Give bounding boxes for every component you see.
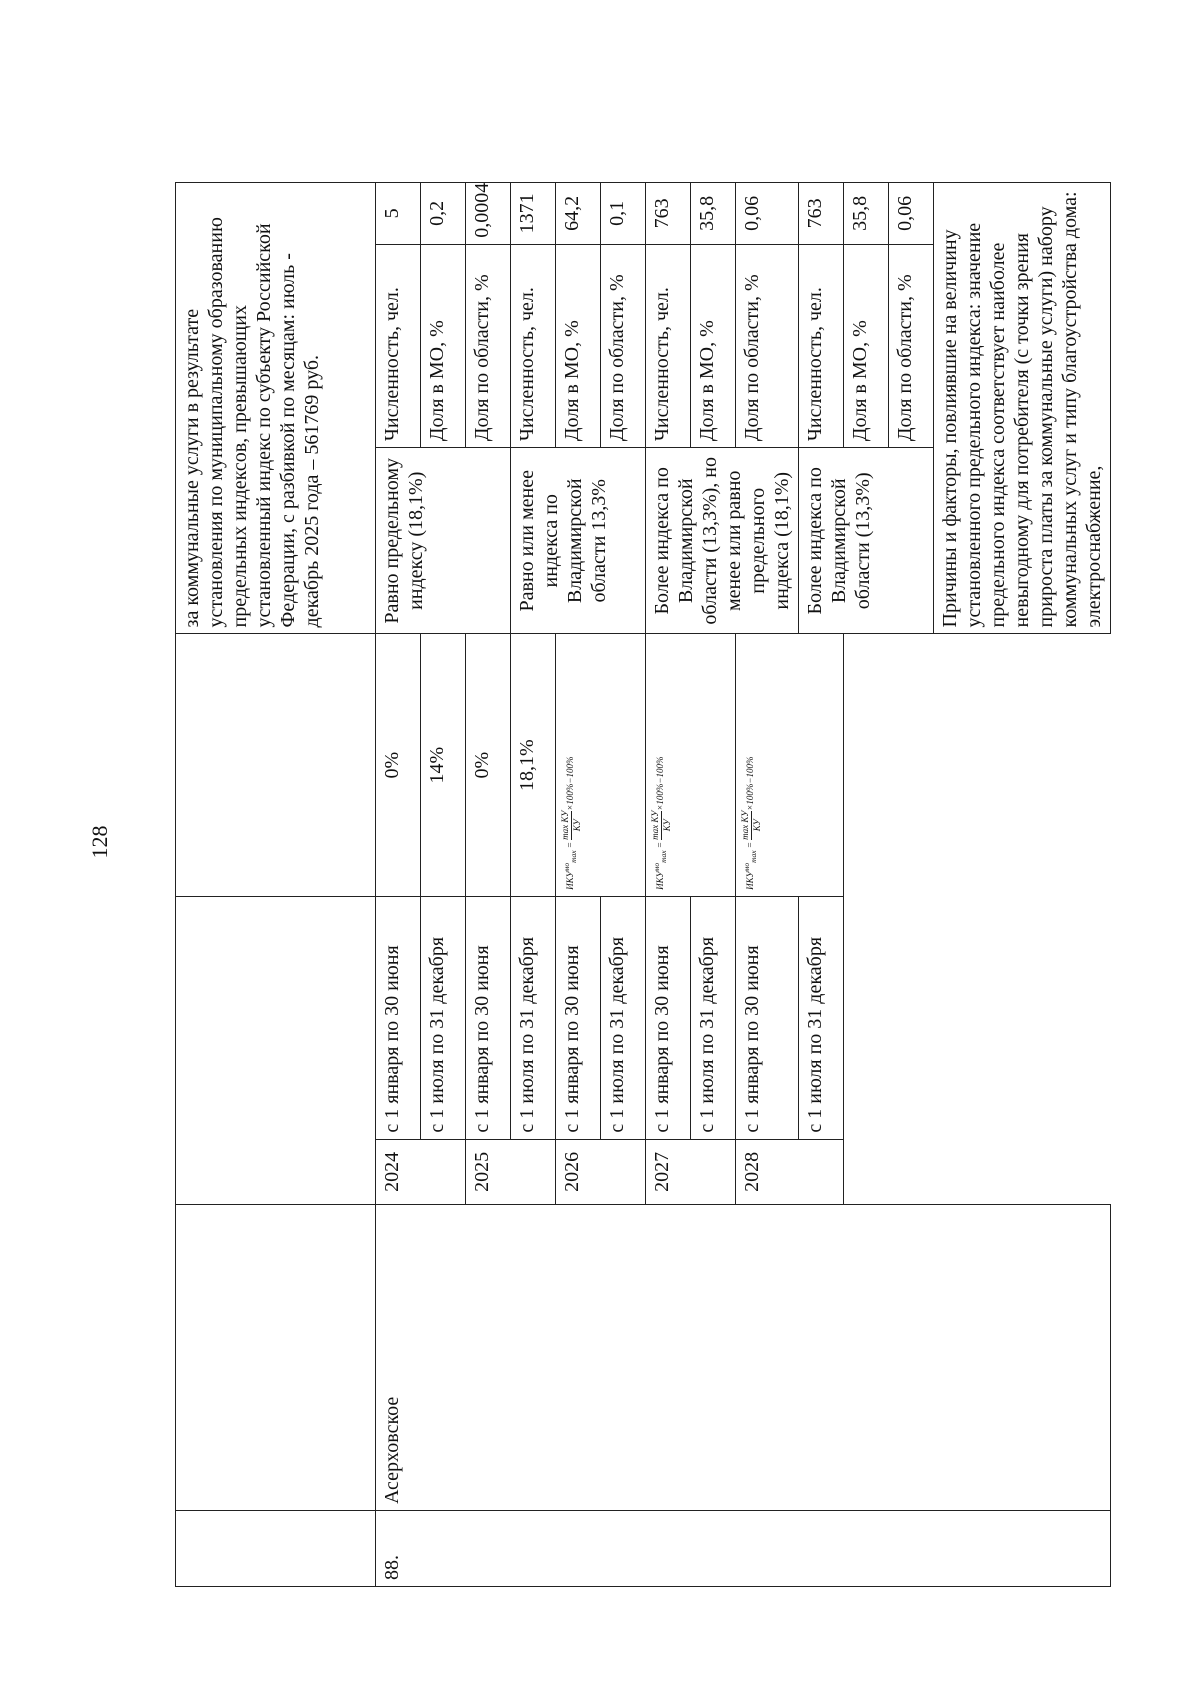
indicator-value: 0,06 [736,183,799,245]
formula-lhs-sub: max [659,850,669,863]
intro-text: за коммунальные услуги в результате установления по муниципальному образованию предельных индексов, превышающих установленный индекс по субъекту Российской Федерации, с разбивкой по месяцам: июль - декабрь 2025 года – 561769 руб. [176,183,376,634]
period-cell: с 1 июля по 31 декабря [511,896,556,1139]
period-cell: с 1 января по 30 июня [556,896,601,1139]
formula-den-text: КУ [571,819,582,832]
indicator-name: Доля в МО, % [844,244,889,447]
indicator-name: Доля по области, % [736,244,799,447]
header-spacer-row [176,183,376,1587]
formula-cell [556,634,646,896]
indicator-name: Численность, чел. [799,244,844,447]
indicator-name: Доля в МО, % [556,244,601,447]
category-cell: Равно или менее индекса по Владимирской области 13,3% [511,448,646,634]
formula-numerator [650,811,662,840]
formula-tail: ×100%−100% [745,756,756,811]
formula-fraction [740,811,763,840]
indicator-value: 0,06 [889,183,934,245]
indicator-name: Численность, чел. [646,244,691,447]
period-cell: с 1 января по 30 июня [376,896,421,1139]
empty-cell [176,1205,376,1511]
indicator-value: 763 [646,183,691,245]
year-cell: 2028 [736,1139,844,1205]
row-number: 88. [376,1510,1111,1586]
period-cell: с 1 января по 30 июня [646,896,691,1139]
indicator-name: Численность, чел. [511,244,556,447]
period-cell: с 1 июля по 31 декабря [799,896,844,1139]
formula-lhs-sub: max [569,850,579,863]
rotated-table-sheet [175,182,1130,1587]
value-cell: 14% [421,634,466,896]
table-row [376,183,421,1587]
formula-denominator [572,811,583,840]
indicator-name: Доля по области, % [601,244,646,447]
indicator-value: 64,2 [556,183,601,245]
year-cell: 2025 [466,1139,556,1205]
formula-lhs-sub: max [749,850,759,863]
indicator-name: Доля в МО, % [691,244,736,447]
indicator-name: Доля по области, % [889,244,934,447]
indicator-value: 5 [376,183,421,245]
formula-lhs-sup: мо [562,862,572,872]
formula-lhs-sup: мо [652,862,662,872]
category-cell: Более индекса по Владимирской области (13,3%), но менее или равно предельного индекса (18,1%) [646,448,799,634]
indicator-value: 763 [799,183,844,245]
formula-numerator [740,811,752,840]
indicator-value: 35,8 [844,183,889,245]
value-cell: 0% [466,634,511,896]
year-cell: 2026 [556,1139,646,1205]
formula-num-text: max КУ [740,810,750,840]
period-cell: с 1 января по 30 июня [736,896,799,1139]
category-cell: Равно предельному индексу (18,1%) [376,448,511,634]
formula-fraction [650,811,673,840]
indicator-value: 35,8 [691,183,736,245]
period-cell: с 1 июля по 31 декабря [421,896,466,1139]
formula-lhs: ИКУ [565,871,576,890]
formula: $ИКУ^{мо}_{max}$ = max КУ КУ ×100%−100% [740,756,762,890]
indicator-value: 0,1 [601,183,646,245]
formula-fraction [560,811,583,840]
formula-den-text: КУ [751,819,762,832]
year-cell: 2027 [646,1139,736,1205]
notes-text: Причины и факторы, повлиявшие на величину установленного предельного индекса: значение предельного индекса соответствует наиболее невыгодному для потребителя (с точки зрения прироста платы за коммунальные услуги) набору коммунальных услуг и типу благоустройства дома: электроснабжение, [934,183,1111,634]
period-cell: с 1 июля по 31 декабря [601,896,646,1139]
year-cell: 2024 [376,1139,466,1205]
data-table [175,182,1111,1587]
formula: $ИКУ^{мо}_{max}$ = max КУ КУ ×100%−100% [560,756,582,890]
formula-num-text: max КУ [650,810,660,840]
value-cell: 0% [376,634,421,896]
formula-lhs: ИКУ [745,871,756,890]
formula-cell [736,634,844,896]
formula-numerator [560,811,572,840]
indicator-value: 0,2 [421,183,466,245]
formula-cell [646,634,736,896]
formula-tail: ×100%−100% [655,756,666,811]
page-number: 128 [87,825,112,859]
formula-num-text: max КУ [560,810,570,840]
indicator-value: 0,0004 [466,183,511,245]
formula-denominator [662,811,673,840]
indicator-value: 1371 [511,183,556,245]
empty-cell [844,634,1111,1205]
period-cell: с 1 января по 30 июня [466,896,511,1139]
indicator-name: Доля в МО, % [421,244,466,447]
formula-denominator [752,811,763,840]
empty-cell [176,1510,376,1586]
formula-den-text: КУ [661,819,672,832]
value-cell: 18,1% [511,634,556,896]
category-cell: Более индекса по Владимирской области (13,3%) [799,448,934,634]
indicator-name: Численность, чел. [376,244,421,447]
formula: $ИКУ^{мо}_{max}$ = max КУ КУ ×100%−100% [650,756,672,890]
empty-cell [176,634,376,896]
indicator-name: Доля по области, % [466,244,511,447]
empty-cell [176,896,376,1204]
formula-lhs-sup: мо [742,862,752,872]
period-cell: с 1 июля по 31 декабря [691,896,736,1139]
formula-tail: ×100%−100% [565,756,576,811]
formula-lhs: ИКУ [655,871,666,890]
mo-name: Асерховское [376,1205,1111,1511]
